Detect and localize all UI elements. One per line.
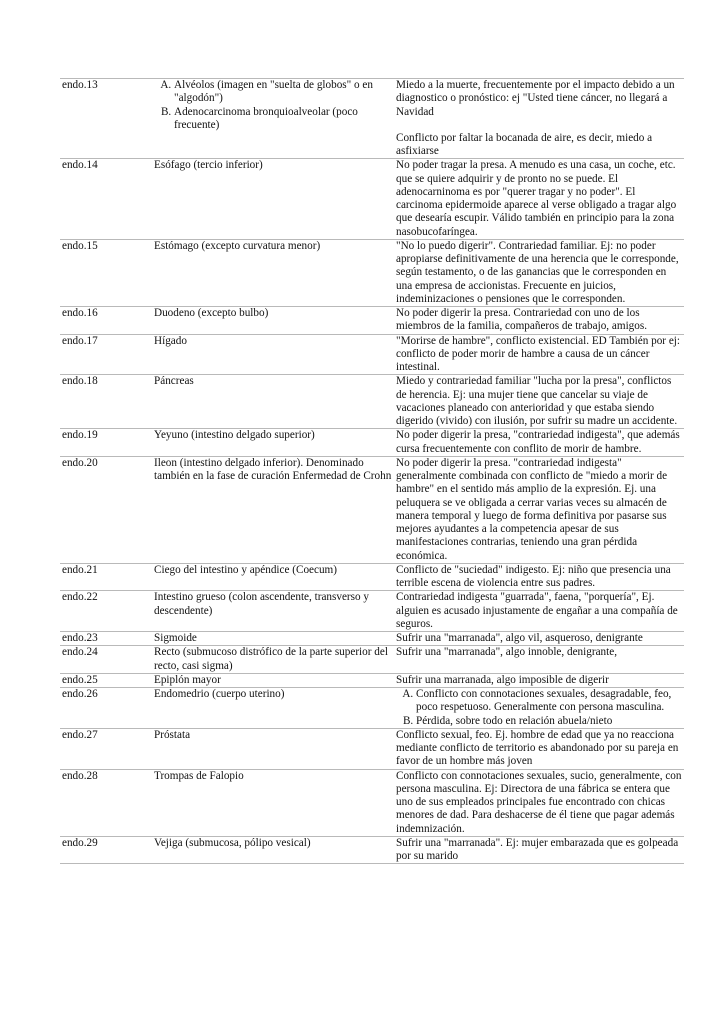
- row-code: endo.23: [60, 632, 148, 646]
- row-organ: Sigmoide: [148, 632, 394, 646]
- row-organ: Hígado: [148, 334, 394, 375]
- table-row: [60, 632, 684, 646]
- list-item: B. Adenocarcinoma bronquioalveolar (poco frecuente): [174, 106, 392, 133]
- row-description: [394, 79, 684, 159]
- row-description: "No lo puedo digerir". Contrariedad familiar. Ej: no poder apropiarse definitivamente de una herencia que le corresponde, según testamento, o de las ganancias que le corresponden en una empresa de accionistas. Frecuente en juicios, indeminizaciones o pensiones que le corresponden.: [394, 239, 684, 306]
- row-description: Sufrir una marranada, algo imposible de digerir: [394, 673, 684, 687]
- row-description: Conflicto sexual, feo. Ej. hombre de edad que ya no reacciona mediante conflicto de territorio es abandonado por su pareja en favor de un hombre más joven: [394, 728, 684, 769]
- row-description: No poder tragar la presa. A menudo es una casa, un coche, etc. que se quiere adquirir y de pronto no se puede. El adenocarninoma es por "querer tragar y no poder". El carcinoma epidermoide aparece al verse obligado a tragar algo que desearía escupir. Válido también en principio para la zona nasobucofaríngea.: [394, 159, 684, 240]
- row-description: Sufrir una "marranada". Ej: mujer embarazada que es golpeada por su marido: [394, 836, 684, 864]
- row-code: endo.27: [60, 728, 148, 769]
- row-code: endo.29: [60, 836, 148, 864]
- table-row: [60, 159, 684, 240]
- description-text: Miedo a la muerte, frecuentemente por el impacto debido a un diagnostico o pronóstico: ej "Usted tiene cáncer, no llegará a Navidad: [396, 79, 675, 118]
- table-row: [60, 591, 684, 632]
- conflict-table: [60, 78, 684, 864]
- row-organ: Vejiga (submucosa, pólipo vesical): [148, 836, 394, 864]
- row-organ: Ileon (intestino delgado inferior). Denominado también en la fase de curación Enfermedad de Crohn: [148, 456, 394, 563]
- table-row: [60, 375, 684, 429]
- row-organ: Esófago (tercio inferior): [148, 159, 394, 240]
- row-description: No poder digerir la presa, "contrariedad indigesta", que además cursa frecuentemente con conflito de morir de hambre.: [394, 429, 684, 457]
- row-organ: Páncreas: [148, 375, 394, 429]
- row-organ: Endomedrio (cuerpo uterino): [148, 688, 394, 729]
- table-row: [60, 836, 684, 864]
- row-description: No poder digerir la presa. "contrariedad indigesta" generalmente combinada con conflicto de "miedo a morir de hambre" en el sentido más amplio de la expresión. Ej. una peluquera se ve obligada a cerrar varias veces su almacén de manera temporal y luego de forma definitiva por pasarse sus mejores ayudantes a la competencia apesar de sus manifestaciones contrarias, teniendo una gran pérdida económica.: [394, 456, 684, 563]
- row-description: Conflicto con connotaciones sexuales, sucio, generalmente, con persona masculina. Ej: Directora de una fábrica se entera que uno de sus empleados principales fue encontrado con chicas menores de dad. Para deshacerse de él tiene que pagar además indemnización.: [394, 769, 684, 836]
- row-description: Miedo y contrariedad familiar "lucha por la presa", conflictos de herencia. Ej: una mujer tiene que cancelar su viaje de vacaciones planeado con anterioridad y que estaba siendo digerido (vivido) con ilusión, por sufrir su madre un accidente.: [394, 375, 684, 429]
- row-organ: Trompas de Falopio: [148, 769, 394, 836]
- row-description: No poder digerir la presa. Contrariedad con uno de los miembros de la familia, compañeros de trabajo, amigos.: [394, 307, 684, 335]
- table-row: [60, 239, 684, 306]
- row-description: Contrariedad indigesta "guarrada", faena, "porquería", Ej. alguien es acusado injustamente de engañar a una compañía de seguros.: [394, 591, 684, 632]
- table-row: [60, 79, 684, 159]
- table-row: [60, 688, 684, 729]
- row-code: endo.24: [60, 646, 148, 674]
- table-row: [60, 728, 684, 769]
- list-item: A. Conflicto con connotaciones sexuales, desagradable, feo, poco respetuoso. Generalmente con persona masculina.: [416, 688, 682, 715]
- row-code: endo.15: [60, 239, 148, 306]
- table-row: [60, 429, 684, 457]
- table-row: [60, 334, 684, 375]
- row-code: endo.16: [60, 307, 148, 335]
- row-description: Sufrir una "marranada", algo innoble, denigrante,: [394, 646, 684, 674]
- table-row: [60, 563, 684, 591]
- row-organ: Intestino grueso (colon ascendente, transverso y descendente): [148, 591, 394, 632]
- row-description: Conflicto de "suciedad" indigesto. Ej: niño que presencia una terrible escena de violencia entre sus padres.: [394, 563, 684, 591]
- row-organ: Estómago (excepto curvatura menor): [148, 239, 394, 306]
- row-description: "Morirse de hambre", conflicto existencial. ED También por ej: conflicto de poder morir de hambre a causa de un cáncer intestinal.: [394, 334, 684, 375]
- row-organ: Duodeno (excepto bulbo): [148, 307, 394, 335]
- list-item: A. Alvéolos (imagen en "suelta de globos" o en "algodón"): [174, 79, 392, 106]
- row-code: endo.19: [60, 429, 148, 457]
- row-code: endo.21: [60, 563, 148, 591]
- row-code: endo.14: [60, 159, 148, 240]
- table-row: [60, 646, 684, 674]
- row-code: endo.17: [60, 334, 148, 375]
- table-row: [60, 769, 684, 836]
- description-list: [396, 688, 682, 728]
- document-page: [60, 78, 682, 864]
- row-code: endo.20: [60, 456, 148, 563]
- row-organ: Yeyuno (intestino delgado superior): [148, 429, 394, 457]
- organ-list: [154, 79, 392, 132]
- row-organ: [148, 79, 394, 159]
- row-organ: Recto (submucoso distrófico de la parte superior del recto, casi sigma): [148, 646, 394, 674]
- table-row: [60, 456, 684, 563]
- description-extra-text: Conflicto por faltar la bocanada de aire, es decir, miedo a asfixiarse: [396, 131, 653, 157]
- row-code: endo.25: [60, 673, 148, 687]
- row-code: endo.26: [60, 688, 148, 729]
- table-row: [60, 307, 684, 335]
- row-description: [394, 688, 684, 729]
- table-row: [60, 673, 684, 687]
- row-code: endo.28: [60, 769, 148, 836]
- row-organ: Epiplón mayor: [148, 673, 394, 687]
- row-code: endo.22: [60, 591, 148, 632]
- row-description: Sufrir una "marranada", algo vil, asqueroso, denigrante: [394, 632, 684, 646]
- row-organ: Ciego del intestino y apéndice (Coecum): [148, 563, 394, 591]
- row-code: endo.13: [60, 79, 148, 159]
- row-organ: Próstata: [148, 728, 394, 769]
- list-item: B. Pérdida, sobre todo en relación abuela/nieto: [416, 715, 682, 728]
- row-code: endo.18: [60, 375, 148, 429]
